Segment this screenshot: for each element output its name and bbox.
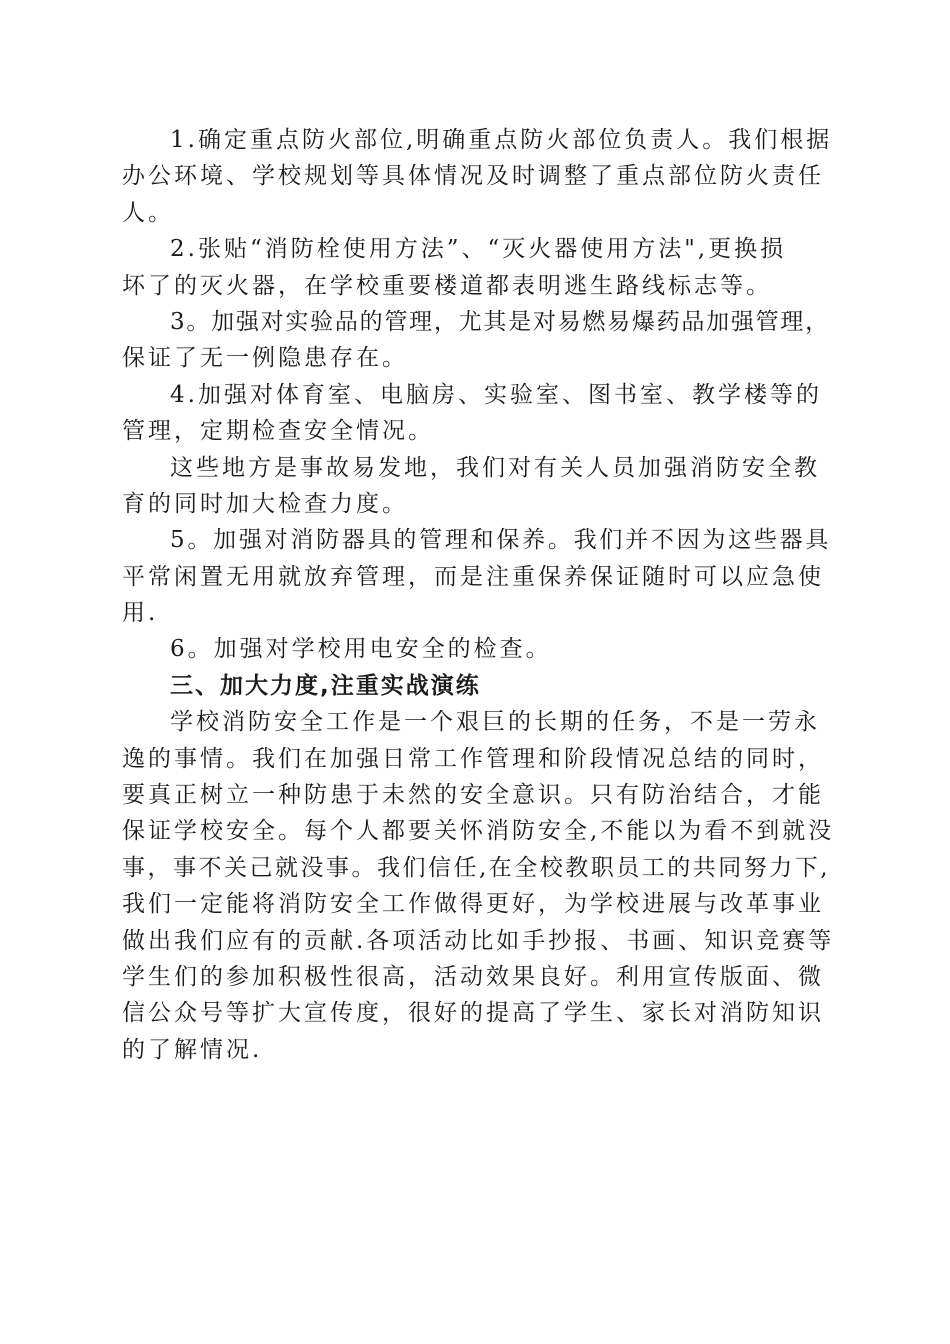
text-line: 学校消防安全工作是一个艰巨的长期的任务，不是一劳永 <box>170 709 820 736</box>
text-line: 的了解情况. <box>122 1036 263 1063</box>
text-line: 学生们的参加积极性很高，活动效果良好。利用宣传版面、微 <box>122 963 824 990</box>
section-heading: 三、加大力度,注重实战演练 <box>170 672 481 699</box>
text-line: 保证了无一例隐患存在。 <box>122 345 408 372</box>
text-line: 4.加强对体育室、电脑房、实验室、图书室、教学楼等的 <box>170 381 822 408</box>
text-line: 平常闲置无用就放弃管理，而是注重保养保证随时可以应急使 <box>122 563 824 590</box>
text-line: 逸的事情。我们在加强日常工作管理和阶段情况总结的同时， <box>122 745 824 772</box>
text-line: 这些地方是事故易发地，我们对有关人员加强消防安全教 <box>170 454 820 481</box>
text-line: 坏了的灭火器，在学校重要楼道都表明逃生路线标志等。 <box>122 272 772 299</box>
text-line: 1.确定重点防火部位,明确重点防火部位负责人。我们根据 <box>170 127 833 153</box>
text-line: 我们一定能将消防安全工作做得更好，为学校进展与改革事业 <box>122 891 824 918</box>
text-line: 3。加强对实验品的管理，尤其是对易燃易爆药品加强管理， <box>170 308 830 335</box>
document-body <box>122 122 834 1068</box>
text-line: 保证学校安全。每个人都要关怀消防安全,不能以为看不到就没 <box>122 818 835 845</box>
text-line: 育的同时加大检查力度。 <box>122 490 408 517</box>
text-line: 人。 <box>122 199 174 226</box>
text-line: 办公环境、学校规划等具体情况及时调整了重点部位防火责任 <box>122 163 824 190</box>
text-line: 用. <box>122 600 159 627</box>
text-line: 信公众号等扩大宣传度，很好的提高了学生、家长对消防知识 <box>122 1000 824 1027</box>
text-line: 2.张贴“消防栓使用方法”、“灭火器使用方法",更换损 <box>170 236 787 263</box>
text-line: 做出我们应有的贡献.各项活动比如手抄报、书画、知识竞赛等 <box>122 927 835 954</box>
text-line: 事，事不关己就没事。我们信任,在全校教职员工的共同努力下, <box>122 854 831 881</box>
text-line: 要真正树立一种防患于未然的安全意识。只有防治结合，才能 <box>122 782 824 809</box>
text-line: 6。加强对学校用电安全的检查。 <box>170 636 552 663</box>
text-line: 管理，定期检查安全情况。 <box>122 418 434 445</box>
text-line: 5。加强对消防器具的管理和保养。我们并不因为这些器具 <box>170 527 832 554</box>
